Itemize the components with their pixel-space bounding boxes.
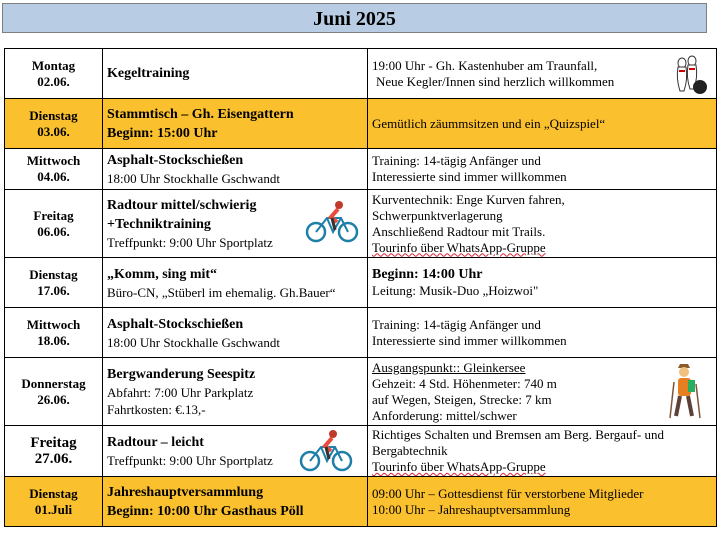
table-row — [5, 149, 717, 190]
day-cell: Freitag 27.06. — [5, 426, 103, 477]
event-title: Radtour – leicht — [107, 435, 204, 450]
bowling-icon — [674, 53, 708, 95]
event-title: Stammtisch – Gh. Eisengattern — [107, 106, 294, 122]
event-cell: Radtour – leicht Treffpunkt: 9:00 Uhr Sportplatz — [103, 426, 368, 477]
cyclist-icon — [305, 200, 359, 244]
day-cell: Montag 02.06. — [5, 49, 103, 99]
table-row — [5, 99, 717, 149]
info-cell: Richtiges Schalten und Bremsen am Berg. Bergauf- und Bergabtechnik Tourinfo über WhatsApp-Gruppe — [368, 426, 717, 477]
table-row — [5, 308, 717, 358]
day-cell: Dienstag 01.Juli — [5, 477, 103, 527]
event-title: „Komm, sing mit“ — [107, 266, 218, 282]
event-title: Asphalt-Stockschießen — [107, 316, 244, 332]
page-title: Juni 2025 — [2, 3, 707, 33]
day-cell: Freitag 06.06. — [5, 190, 103, 258]
hiker-icon — [668, 362, 702, 420]
day-cell: Mittwoch 18.06. — [5, 308, 103, 358]
event-title: Asphalt-Stockschießen — [107, 153, 244, 168]
cyclist-icon — [299, 429, 353, 473]
day-cell: Dienstag 17.06. — [5, 258, 103, 308]
event-cell: „Komm, sing mit“ Büro-CN, „Stüberl im ehemalig. Gh.Bauer“ — [103, 258, 368, 308]
table-row — [5, 258, 717, 308]
event-title: Bergwanderung Seespitz — [107, 367, 256, 382]
event-cell: Radtour mittel/schwierig +Techniktraining Treffpunkt: 9:00 Uhr Sportplatz — [103, 190, 368, 258]
schedule-table — [4, 48, 717, 527]
event-title: Kegeltraining — [107, 66, 190, 81]
info-cell: Kurventechnik: Enge Kurven fahren, Schwerpunktverlagerung Anschließend Radtour mit Trails. Tourinfo über WhatsApp-Gruppe — [368, 190, 717, 258]
table-row — [5, 426, 717, 477]
info-cell: Ausgangspunkt:: Gleinkersee Gehzeit: 4 Std. Höhenmeter: 740 m auf Wegen, Steigen, Strecke: 7 km Anforderung: mittel/schwer — [368, 358, 717, 426]
event-title: Radtour mittel/schwierig — [107, 198, 257, 213]
info-cell: Beginn: 14:00 Uhr Leitung: Musik-Duo „Hoizwoi" — [368, 258, 717, 308]
info-cell: Training: 14-tägig Anfänger und Interessierte sind immer willkommen — [368, 308, 717, 358]
info-cell: Training: 14-tägig Anfänger und Interessierte sind immer willkommen — [368, 149, 717, 190]
info-cell: 09:00 Uhr – Gottesdienst für verstorbene Mitglieder 10:00 Uhr – Jahreshauptversammlung — [368, 477, 717, 527]
table-row — [5, 477, 717, 527]
event-cell: Jahreshauptversammlung Beginn: 10:00 Uhr Gasthaus Pöll — [103, 477, 368, 527]
event-cell: Stammtisch – Gh. Eisengattern Beginn: 15:00 Uhr — [103, 99, 368, 149]
table-row — [5, 190, 717, 258]
day-cell: Donnerstag 26.06. — [5, 358, 103, 426]
info-cell: Gemütlich zäummsitzen und ein „Quizspiel“ — [368, 99, 717, 149]
table-row — [5, 49, 717, 99]
event-cell: Asphalt-Stockschießen 18:00 Uhr Stockhalle Gschwandt — [103, 308, 368, 358]
event-cell: Asphalt-Stockschießen 18:00 Uhr Stockhalle Gschwandt — [103, 149, 368, 190]
day-cell: Mittwoch 04.06. — [5, 149, 103, 190]
event-cell: Bergwanderung Seespitz Abfahrt: 7:00 Uhr Parkplatz Fahrtkosten: €.13,- — [103, 358, 368, 426]
table-row — [5, 358, 717, 426]
event-cell — [103, 49, 368, 99]
info-cell: 19:00 Uhr - Gh. Kastenhuber am Traunfall, Neue Kegler/Innen sind herzlich willkommen — [368, 49, 717, 99]
event-title: Jahreshauptversammlung — [107, 484, 264, 500]
day-cell: Dienstag 03.06. — [5, 99, 103, 149]
